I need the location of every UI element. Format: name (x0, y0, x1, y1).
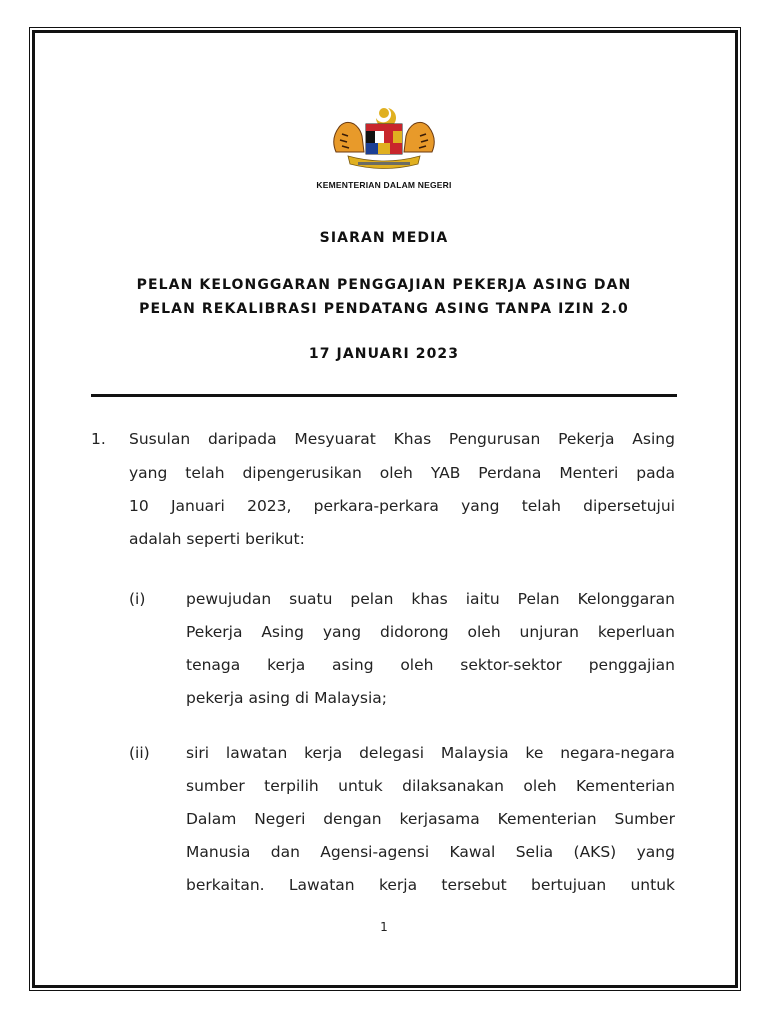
list-marker: (ii) (129, 744, 150, 762)
list-item-line: Pekerja Asing yang didorong oleh unjuran keperluan (186, 623, 675, 641)
list-item-line: Manusia dan Agensi-agensi Kawal Selia (AKS) yang (186, 843, 675, 861)
paragraph-line: yang telah dipengerusikan oleh YAB Perdana Menteri pada (129, 464, 675, 482)
coat-of-arms-logo (318, 104, 450, 176)
paragraph-number: 1. (91, 430, 106, 448)
paragraph-line: adalah seperti berikut: (129, 530, 305, 548)
list-item-line: tenaga kerja asing oleh sektor-sektor penggajian (186, 656, 675, 674)
page-number: 1 (380, 920, 388, 934)
title-line-2: PELAN REKALIBRASI PENDATANG ASING TANPA IZIN 2.0 (139, 301, 629, 317)
list-item-line: Dalam Negeri dengan kerjasama Kementerian Sumber (186, 810, 675, 828)
document-type: SIARAN MEDIA (319, 230, 449, 246)
list-item-line: pewujudan suatu pelan khas iaitu Pelan Kelonggaran (186, 590, 675, 608)
list-marker: (i) (129, 590, 146, 608)
list-item-line: siri lawatan kerja delegasi Malaysia ke negara-negara (186, 744, 675, 762)
list-item-line: berkaitan. Lawatan kerja tersebut bertujuan untuk (186, 876, 675, 894)
header-divider (91, 394, 677, 397)
list-item-line: pekerja asing di Malaysia; (186, 689, 388, 707)
ministry-name: KEMENTERIAN DALAM NEGERI (316, 180, 452, 190)
document-date: 17 JANUARI 2023 (308, 346, 460, 362)
paragraph-line: Susulan daripada Mesyuarat Khas Pengurusan Pekerja Asing (129, 430, 675, 448)
list-item-line: sumber terpilih untuk dilaksanakan oleh Kementerian (186, 777, 675, 795)
paragraph-line: 10 Januari 2023, perkara-perkara yang telah dipersetujui (129, 497, 675, 515)
title-line-1: PELAN KELONGGARAN PENGGAJIAN PEKERJA ASING DAN (136, 277, 632, 293)
